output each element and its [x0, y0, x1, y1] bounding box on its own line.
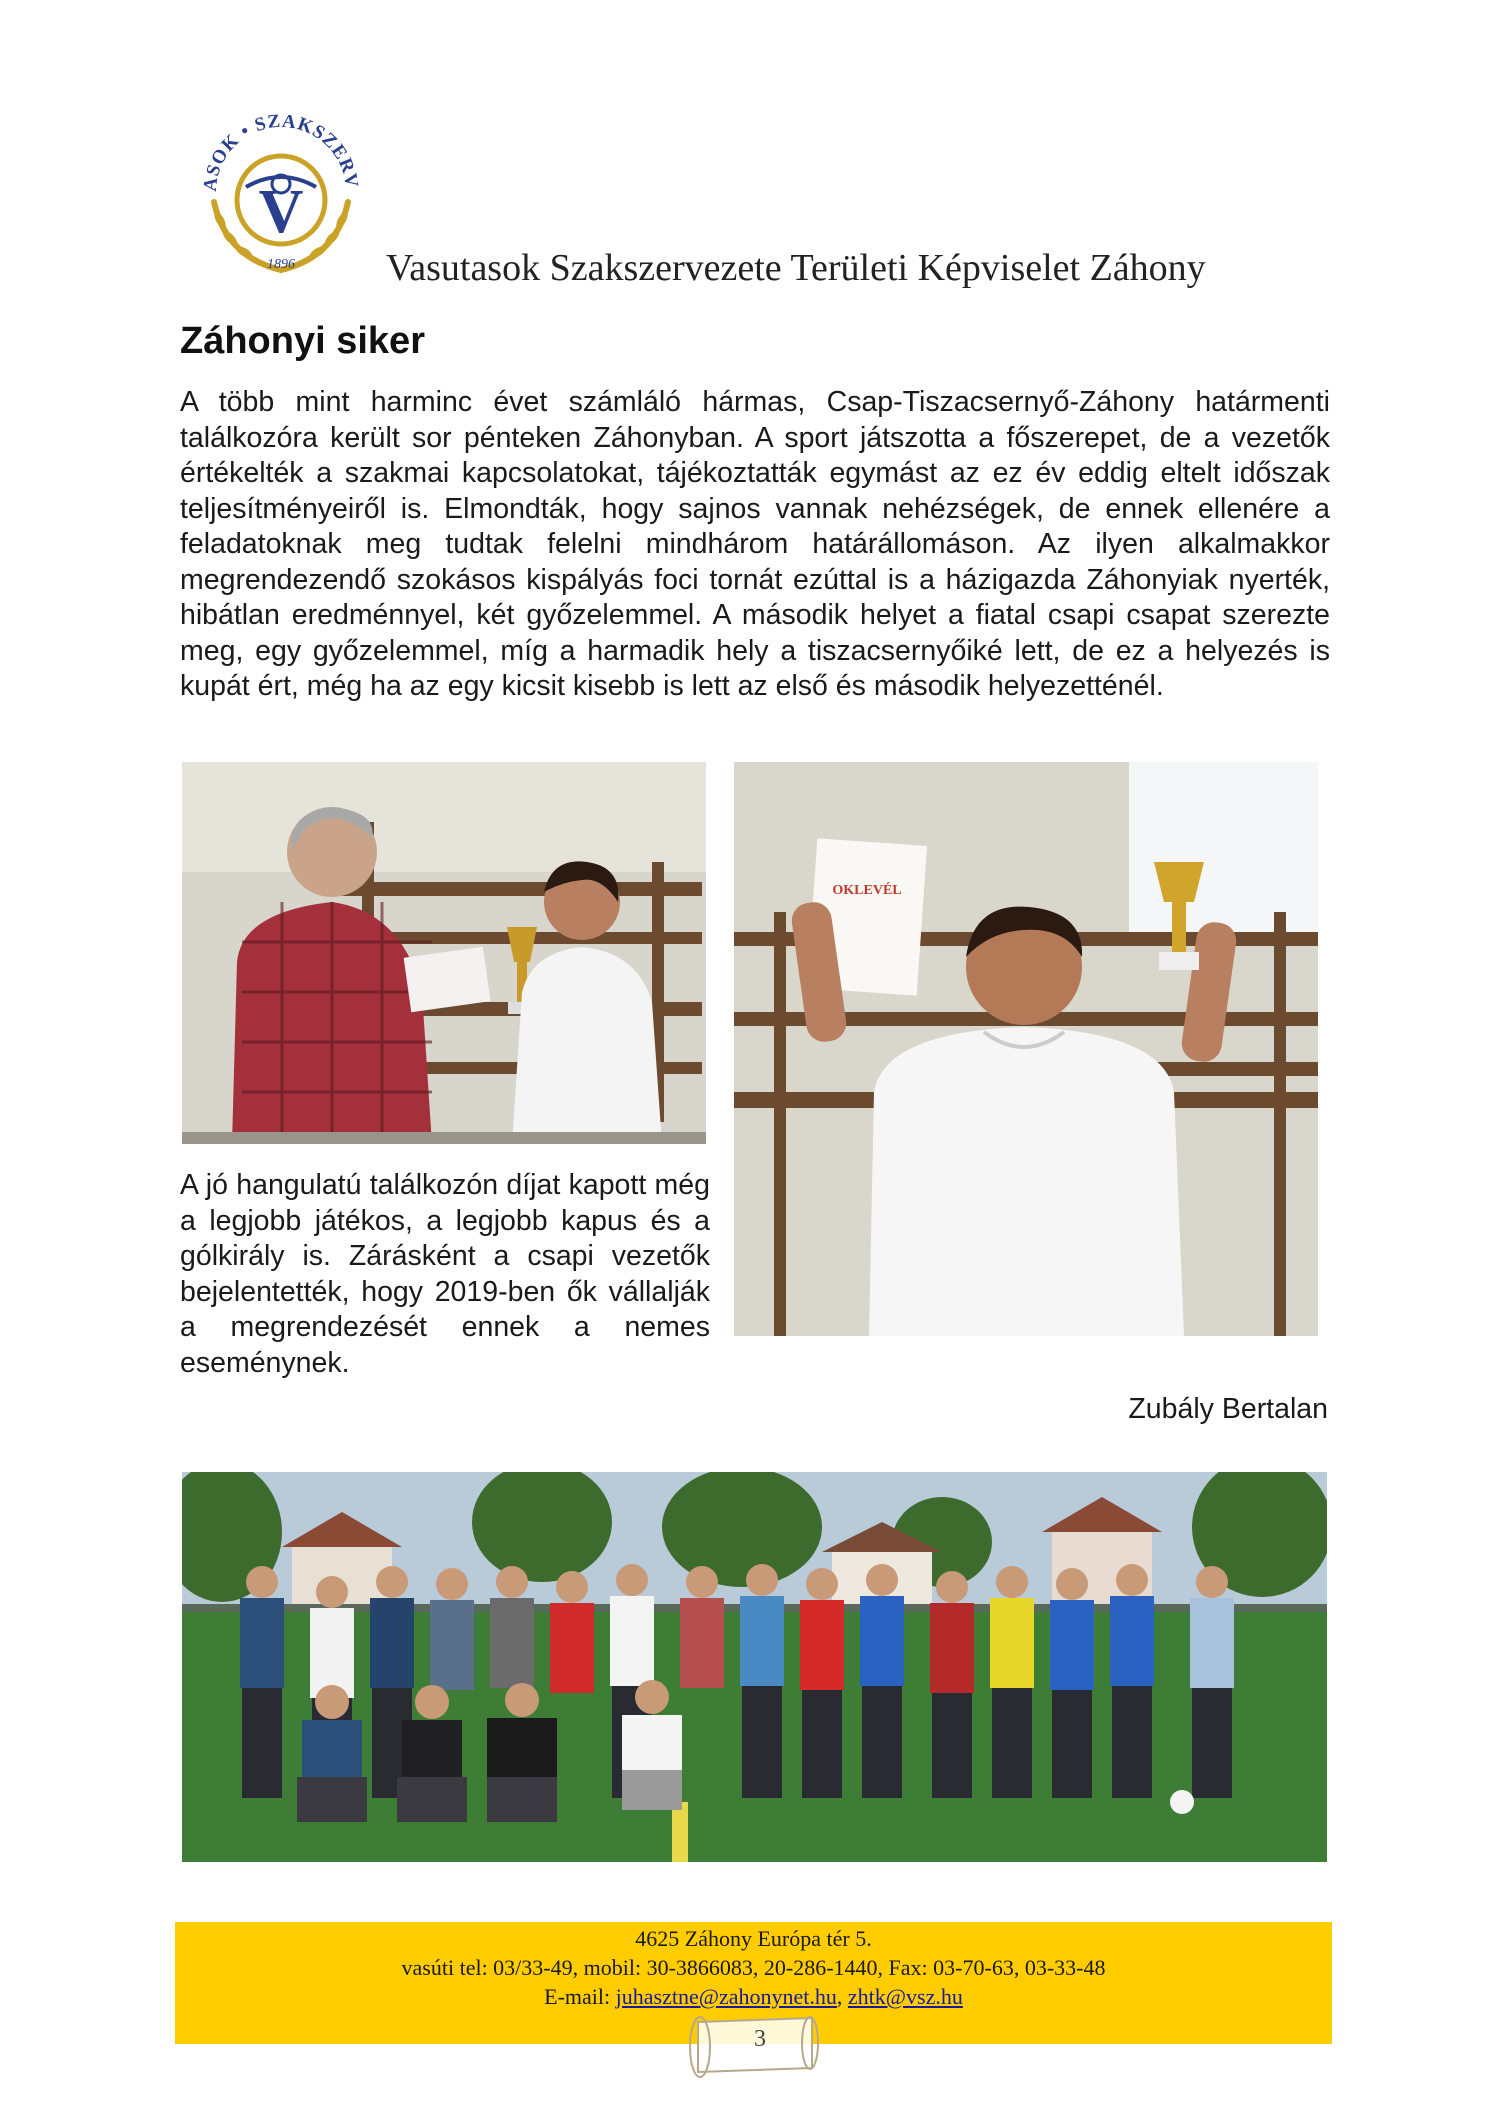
email-link-juhasztne[interactable]: juhasztne@zahonynet.hu [615, 1984, 837, 2009]
svg-text:VASUTASOK • SZAKSZERVEZETE: ASOK • SZAKSZERV [199, 110, 363, 193]
team-group-photo [182, 1472, 1327, 1862]
footer-email-separator: , [836, 1984, 848, 2009]
svg-text:1896: 1896 [267, 257, 295, 272]
trophy-winner-photo [734, 762, 1318, 1336]
page-number: 3 [754, 2026, 766, 2052]
article-paragraph: A több mint harminc évet számláló hármas, Csap-Tiszacsernyő-Záhony határmenti találkozóra került sor pénteken Záhonyban. A sport játszotta a főszerepet, de a vezetők értékelték a szakmai kapcsolatokat, tájékoztatták egymást az ez év eddig eltelt időszak teljesítményeiről is. Elmondták, hogy sajnos vannak nehézségek, de ennek ellenére a feladatoknak meg tudtak felelni mindhárom határállomáson. Az ilyen alkalmakkor megrendezendő szokásos kispályás foci tornát ezúttal is a házigazda Záhonyiak nyerték, hibátlan eredménnyel, két győzelemmel. A második helyet a fiatal csapi csapat szerezte meg, egy győzelemmel, míg a harmadik hely a tiszacsernyőiké lett, de ez a helyezés is kupát ért, még ha az egy kicsit kisebb is lett az első és második helyezetténél. [180, 386, 1330, 702]
award-handover-photo [182, 762, 706, 1144]
photo-caption: A jó hangulatú találkozón díjat kapott még a legjobb játékos, a legjobb kapus és a gólkirály is. Zárásként a csapi vezetők bejelentették, hogy 2019-ben ők vállalják a megrendezését ennek a nemes eseménynek. [180, 1169, 710, 1379]
article-author: Zubály Bertalan [1128, 1393, 1328, 1425]
organization-title: Vasutasok Szakszervezete Területi Képviselet Záhony [386, 247, 1206, 289]
footer-email-line [175, 1982, 1332, 2011]
email-link-zhtk[interactable]: zhtk@vsz.hu [847, 1984, 963, 2009]
article-title: Záhonyi siker [180, 320, 425, 362]
footer-phones: vasúti tel: 03/33-49, mobil: 30-3866083, 20-286-1440, Fax: 03-70-63, 03-33-48 [401, 1955, 1106, 1980]
footer-email-label: E-mail: [544, 1984, 616, 2009]
union-emblem-icon [186, 92, 376, 282]
svg-text:V: V [258, 178, 304, 246]
svg-text:OKLEVÉL: OKLEVÉL [832, 883, 902, 898]
union-logo [186, 92, 376, 282]
footer-address: 4625 Záhony Európa tér 5. [635, 1926, 872, 1951]
article-body [180, 385, 1330, 705]
